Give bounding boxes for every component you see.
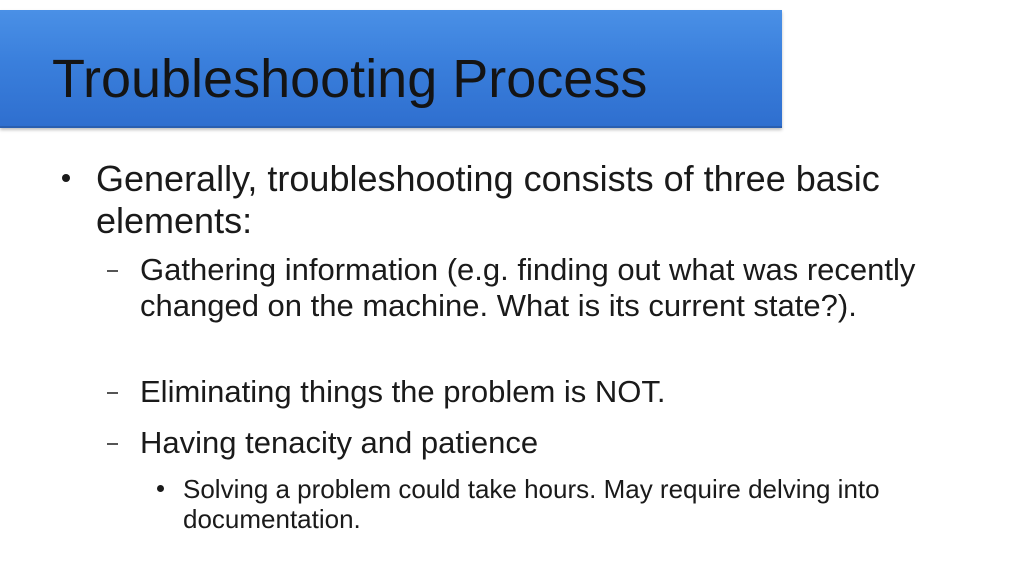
bullet-dash-icon <box>107 443 118 445</box>
bullet-item-level1 <box>96 158 976 242</box>
bullet-dash-icon <box>107 392 118 394</box>
bullet-dot-icon <box>157 485 164 492</box>
bullet-item-level2 <box>140 374 960 410</box>
bullet-text: Eliminating things the problem is NOT. <box>140 374 666 409</box>
bullet-text: Solving a problem could take hours. May require delving into documentation. <box>183 474 880 534</box>
bullet-item-level2 <box>140 252 960 324</box>
bullet-text: Gathering information (e.g. finding out what was recently changed on the machine. What is its current state?). <box>140 252 916 323</box>
bullet-text: Having tenacity and patience <box>140 425 539 460</box>
bullet-dash-icon <box>107 270 118 272</box>
bullet-item-level2 <box>140 425 960 461</box>
bullet-text: Generally, troubleshooting consists of three basic elements: <box>96 158 880 241</box>
slide-title: Troubleshooting Process <box>52 49 648 109</box>
bullet-item-level3 <box>183 474 983 534</box>
bullet-dot-icon <box>62 174 70 182</box>
title-bar <box>0 10 782 128</box>
